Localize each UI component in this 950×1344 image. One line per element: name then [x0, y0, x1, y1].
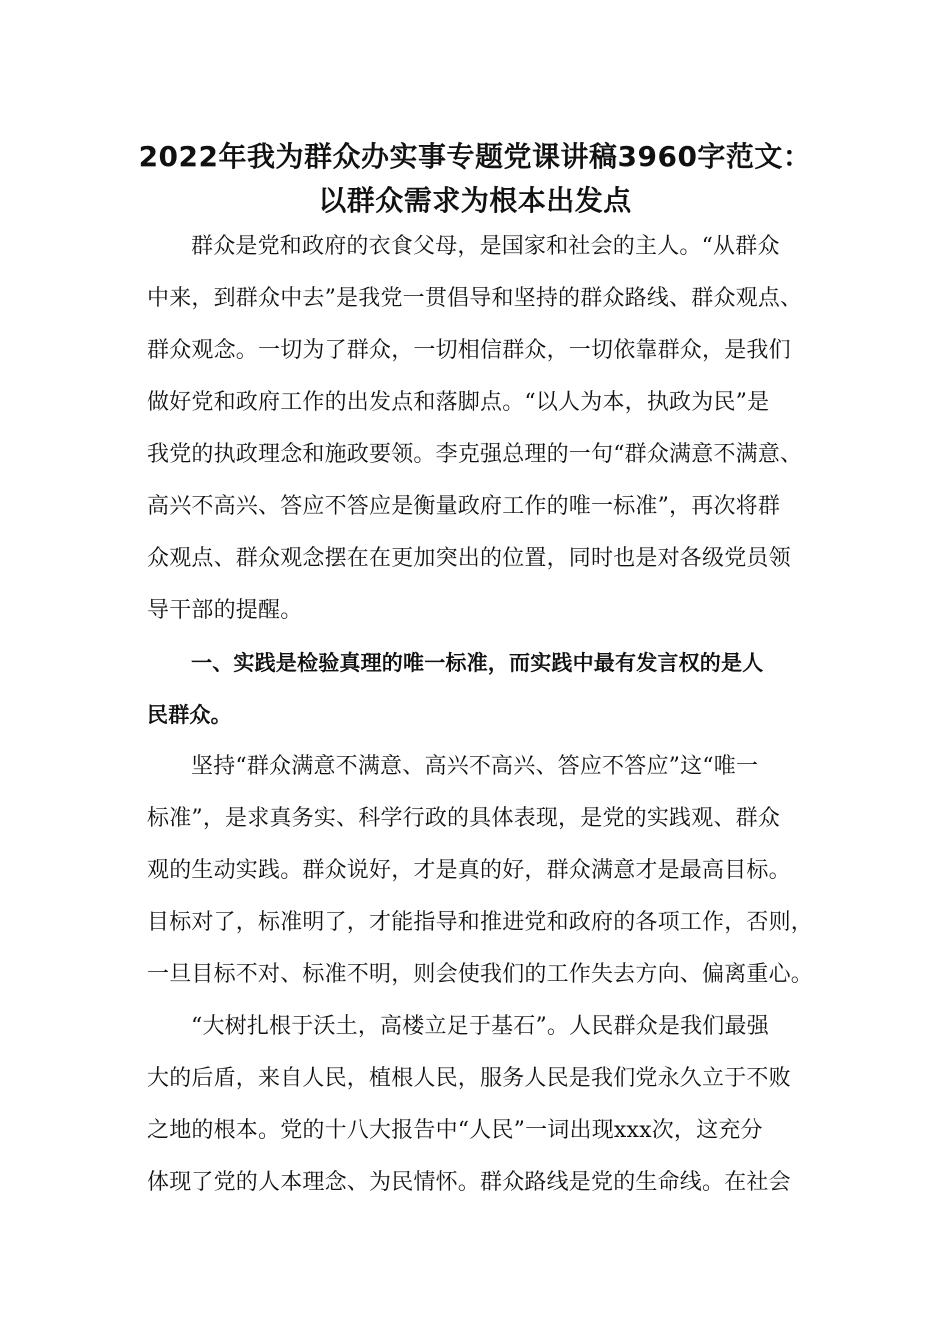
document-title-line-1: 2022年我为群众办实事专题党课讲稿3960字范文：: [138, 140, 812, 173]
paragraph-1-line: 众观点、群众观念摆在在更加突出的位置，同时也是对各级党员领: [147, 546, 791, 571]
section-heading-line: 一、实践是检验真理的唯一标准，而实践中最有发言权的是人: [191, 651, 764, 675]
paragraph-3-line: “大树扎根于沃土，高楼立足于基石”。人民群众是我们最强: [191, 1014, 769, 1039]
paragraph-1-line: 中来，到群众中去”是我党一贯倡导和坚持的群众路线、群众观点、: [147, 286, 803, 311]
paragraph-2-line: 标准”，是求真务实、科学行政的具体表现，是党的实践观、群众: [147, 806, 781, 831]
paragraph-2-line: 目标对了，标准明了，才能指导和推进党和政府的各项工作，否则，: [147, 910, 814, 935]
paragraph-1-line: 群众是党和政府的衣食父母，是国家和社会的主人。“从群众: [191, 234, 780, 259]
paragraph-2-line: 一旦目标不对、标准不明，则会使我们的工作失去方向、偏离重心。: [147, 962, 814, 987]
paragraph-3-line: 大的后盾，来自人民，植根人民，服务人民是我们党永久立于不败: [147, 1066, 791, 1091]
paragraph-1-line: 做好党和政府工作的出发点和落脚点。“以人为本，执政为民”是: [147, 390, 770, 415]
paragraph-2-line: 观的生动实践。群众说好，才是真的好，群众满意才是最高目标。: [147, 858, 791, 883]
document-title-line-2: 以群众需求为根本出发点: [318, 184, 632, 217]
paragraph-1-line: 群众观念。一切为了群众，一切相信群众，一切依靠群众，是我们: [147, 338, 791, 363]
section-heading-line: 民群众。: [147, 703, 232, 727]
paragraph-3-line: 之地的根本。党的十八大报告中“人民”一词出现xxx次，这充分: [147, 1118, 763, 1143]
paragraph-1-line: 高兴不高兴、答应不答应是衡量政府工作的唯一标准”，再次将群: [147, 494, 781, 519]
paragraph-2-line: 坚持“群众满意不满意、高兴不高兴、答应不答应”这“唯一: [191, 754, 759, 779]
paragraph-1-line: 导干部的提醒。: [147, 598, 303, 623]
paragraph-3-line: 体现了党的人本理念、为民情怀。群众路线是党的生命线。在社会: [147, 1170, 791, 1195]
paragraph-1-line: 我党的执政理念和施政要领。李克强总理的一句“群众满意不满意、: [147, 442, 803, 467]
